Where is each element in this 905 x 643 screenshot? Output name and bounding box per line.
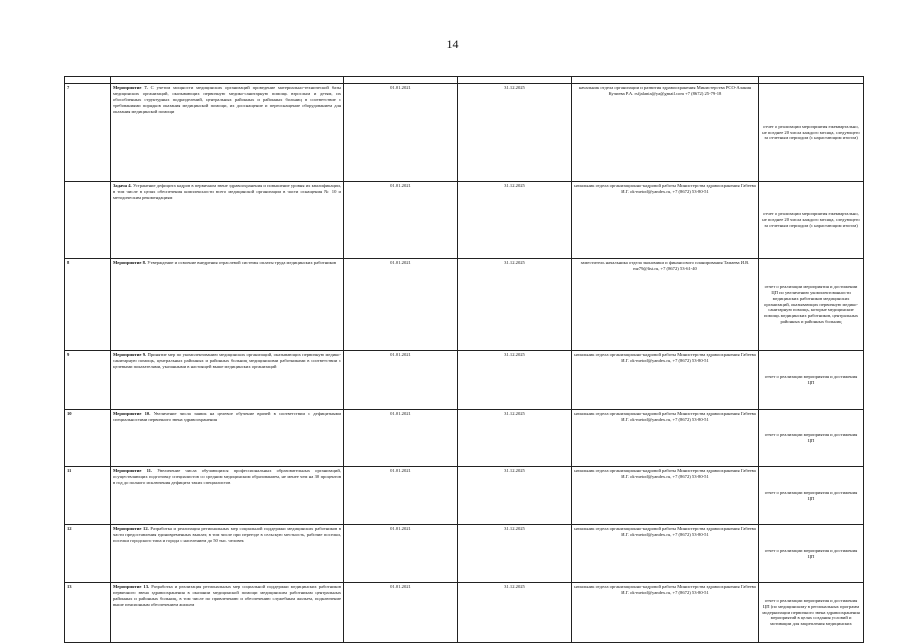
expected-result: отчет о реализации мероприятия и достижения ЦП (по медицинскому в региональных программ модернизации первичного звена здравоохранения мероприятий в целях создания условий и мотивации для закрепления медицинских <box>759 583 864 643</box>
end-date: 31.12.2025 <box>458 182 572 259</box>
activity-text: Устранение дефицита кадров в первичном звене здравоохранения и повышение уровня их квалификации, в том числе в целях обеспечения комплексности всего медицинской организации в части оснащения № 10 и методическим рекомендациям <box>113 183 342 200</box>
activity-title: Мероприятие 8. <box>113 260 147 265</box>
end-date: 31.12.2025 <box>458 351 572 410</box>
responsible-person: начальник отдела организационно-кадровой работы Министерства здравоохранения Габеева И.Г. ok-metod@yandex.ru, +7 (8672) 53-80-51 <box>572 182 759 259</box>
row-number: 8 <box>65 259 111 351</box>
expected-result: отчет о реализации мероприятия и достижения ЦП <box>759 467 864 525</box>
start-date: 01.01.2021 <box>344 410 458 467</box>
activity-text: Утверждение и освоение внедрения отраслевой системы оплаты труда медицинских работников <box>147 260 337 265</box>
table-row <box>65 410 864 467</box>
activity-title: Мероприятие 10. <box>113 411 151 416</box>
activity-text: Увеличение числа заявок на целевое обучение врачей в соответствии с дефицитными специальностями первичного звена здравоохранения <box>113 411 341 422</box>
activity-description <box>111 583 344 643</box>
activity-title: Мероприятие 12. <box>113 526 149 531</box>
responsible-person: заместитель начальника отдела экономики и финансового планирования Тамаева И.В. mz79@list.ru, +7 (8672) 53-61-40 <box>572 259 759 351</box>
activities-table <box>64 76 864 643</box>
activity-description <box>111 351 344 410</box>
row-number: 9 <box>65 351 111 410</box>
row-number: 11 <box>65 467 111 525</box>
start-date: 01.01.2021 <box>344 182 458 259</box>
activity-text: Принятие мер по укомплектованию медицинских организаций, оказывающих первичную медико-санитарную помощь, центральных районных и районных больниц медицинскими работниками в соответствии с целевыми показателями, указанными в настоящей выше медицинских организаций <box>113 352 341 369</box>
header-cell <box>65 77 111 84</box>
end-date: 31.12.2025 <box>458 84 572 182</box>
table-header-row <box>65 77 864 84</box>
header-cell <box>572 77 759 84</box>
responsible-person: начальник отдела организационно-кадровой работы Министерства здравоохранения Габеева И.Г. ok-metod@yandex.ru, +7 (8672) 53-80-51 <box>572 583 759 643</box>
start-date: 01.01.2021 <box>344 259 458 351</box>
header-cell <box>344 77 458 84</box>
start-date: 01.01.2021 <box>344 84 458 182</box>
expected-result: отчет о реализации мероприятия ежеквартально, не позднее 20 числа каждого месяца, следующего за отчетным периодом (с нарастающим итогом) <box>759 84 864 182</box>
table-row <box>65 259 864 351</box>
responsible-person: начальник отдела организационно-кадровой работы Министерства здравоохранения Габеева И.Г. ok-metod@yandex.ru, +7 (8672) 53-80-51 <box>572 525 759 583</box>
responsible-person: начальник отдела организационно-кадровой работы Министерства здравоохранения Габеева И.Г. ok-metod@yandex.ru, +7 (8672) 53-80-51 <box>572 467 759 525</box>
header-cell <box>111 77 344 84</box>
activity-description <box>111 410 344 467</box>
end-date: 31.12.2025 <box>458 410 572 467</box>
activity-title: Мероприятие 7. <box>113 85 148 90</box>
row-number: 12 <box>65 525 111 583</box>
expected-result: отчет о реализации мероприятия и достижения ЦП <box>759 525 864 583</box>
responsible-person: начальник отдела организационно-кадровой работы Министерства здравоохранения Габеева И.Г. ok-metod@yandex.ru, +7 (8672) 53-80-51 <box>572 351 759 410</box>
start-date: 01.01.2021 <box>344 525 458 583</box>
activity-description <box>111 467 344 525</box>
activity-description <box>111 259 344 351</box>
activity-text: Разработка и реализация региональных мер социальной поддержки медицинских работников первичного звена здравоохранения в оказании медицинской помощи медицинским работникам центральных районных и районных больниц, в том числе по привлечению и обеспечению служебным жильем, подключение выше пенсионным обеспечением жильем <box>113 584 341 607</box>
activity-title: Задача 4. <box>113 183 132 188</box>
activity-text: С учетом мощности медицинских организаций проведение материально-технической базы медицинских организаций, оказывающих первичную медико-санитарную помощь взрослым и детям, их обособленных структурных подразделений, центральных районных и районных больниц в соответствие с требованиями порядков оказания медицинской помощи, их дооснащение и переоснащение оборудованием для оказания медицинской помощи <box>113 85 341 114</box>
expected-result: отчет о реализации мероприятия и достижения ЦП <box>759 351 864 410</box>
end-date: 31.12.2025 <box>458 259 572 351</box>
activity-title: Мероприятие 9. <box>113 352 147 357</box>
row-number: 10 <box>65 410 111 467</box>
activity-description <box>111 84 344 182</box>
page-number: 14 <box>446 37 459 51</box>
expected-result: отчет о реализации мероприятия и достижения ЦП <box>759 410 864 467</box>
activity-description <box>111 182 344 259</box>
header-cell <box>458 77 572 84</box>
row-number: 13 <box>65 583 111 643</box>
activity-description <box>111 525 344 583</box>
table-row <box>65 525 864 583</box>
table-row <box>65 84 864 182</box>
end-date: 31.12.2025 <box>458 583 572 643</box>
start-date: 01.01.2021 <box>344 351 458 410</box>
activity-title: Мероприятие 11. <box>113 468 153 473</box>
expected-result: отчет о реализации мероприятия и достижении ЦП по увеличению укомплектованности медицинских работников медицинских организаций, оказывающих первичную медико-санитарную помощь, которые медицинские помощь медицинских работников, центральных районных и районных больниц <box>759 259 864 351</box>
table-row <box>65 182 864 259</box>
start-date: 01.01.2021 <box>344 467 458 525</box>
end-date: 31.12.2025 <box>458 467 572 525</box>
responsible-person: начальник отдела организации и развития здравоохранения Министерства РСО-Алания Кучиева Р.А. rsfjalania@ya@gmail.com +7 (8672) 25-79-18 <box>572 84 759 182</box>
activity-text: Разработка и реализация региональных мер социальной поддержки медицинских работников в части предоставления единовременных выплат, в том числе при переезде в сельскую местность, рабочие поселки, поселки городского типа и города с населением до 50 тыс. человек <box>113 526 341 543</box>
end-date: 31.12.2025 <box>458 525 572 583</box>
responsible-person: начальник отдела организационно-кадровой работы Министерства здравоохранения Габеева И.Г. ok-metod@yandex.ru, +7 (8672) 53-80-51 <box>572 410 759 467</box>
table-row <box>65 351 864 410</box>
start-date: 01.01.2021 <box>344 583 458 643</box>
expected-result: отчет о реализации мероприятия ежеквартально, не позднее 20 числа каждого месяца, следующего за отчетным периодом (с нарастающим итогом) <box>759 182 864 259</box>
row-number <box>65 182 111 259</box>
table-row <box>65 583 864 643</box>
row-number: 7 <box>65 84 111 182</box>
activity-text: Увеличение числа обучающихся профессиональных образовательных организаций, осуществляющих подготовку специалистов со средним медицинским образованием, не менее чем на 30 процентов в год до полного исключения дефицита таких специалистов <box>113 468 341 485</box>
header-cell <box>759 77 864 84</box>
table-row <box>65 467 864 525</box>
activity-title: Мероприятие 13. <box>113 584 150 589</box>
